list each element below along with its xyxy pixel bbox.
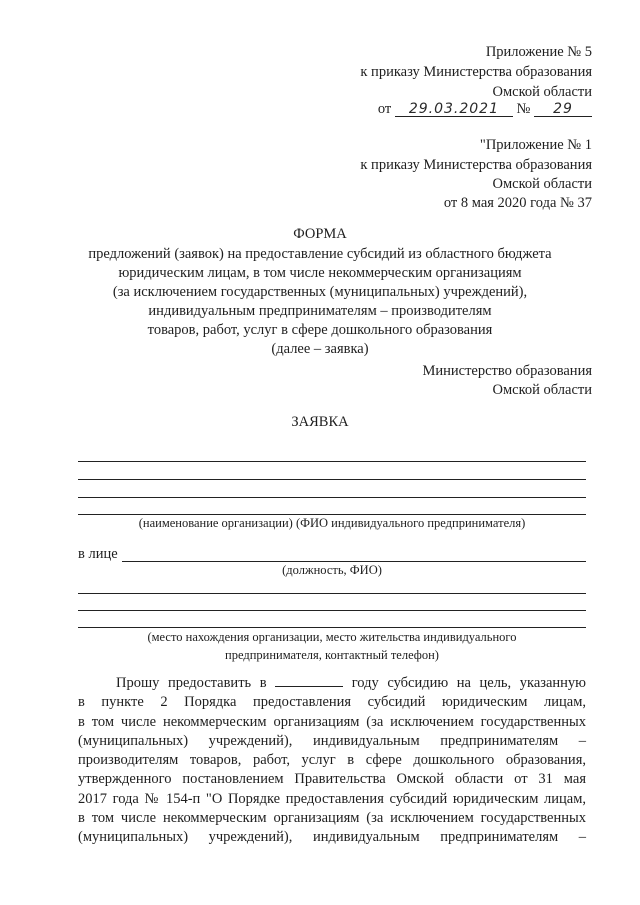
header2-region: Омской области	[492, 176, 592, 192]
body-line: 2017 года № 154-п "О Порядке предоставления субсидий юридическим лицам,	[78, 790, 586, 807]
header2-date-line: от 8 мая 2020 года № 37	[443, 195, 592, 211]
org-name-line	[78, 461, 586, 462]
form-desc-line: товаров, работ, услуг в сфере дошкольного образования	[147, 322, 493, 338]
in-person-line	[122, 561, 586, 562]
form-desc-line: предложений (заявок) на предоставление субсидий из областного бюджета	[88, 246, 552, 262]
org-name-caption: (наименование организации) (ФИО индивидуального предпринимателя)	[138, 516, 526, 530]
request-body-paragraph	[78, 674, 586, 848]
location-caption: (место нахождения организации, место жительства индивидуального	[147, 630, 517, 644]
header-appendix-5: Приложение № 5	[485, 44, 592, 60]
position-caption: (должность, ФИО)	[282, 563, 382, 577]
body-line: утвержденного постановлением Правительства Омской области от 31 мая	[78, 771, 586, 788]
body-line: (муниципальных) учреждений), индивидуальным предпринимателям –	[78, 829, 586, 846]
org-name-line	[78, 479, 586, 480]
form-desc-line: (далее – заявка)	[271, 341, 369, 357]
date-prefix: от	[377, 101, 392, 117]
location-line	[78, 627, 586, 628]
body-line: в том числе некоммерческим организациям (за исключением государственных	[78, 810, 586, 827]
body-line: (муниципальных) учреждений), индивидуальным предпринимателям –	[78, 732, 586, 749]
request-title: ЗАЯВКА	[291, 414, 349, 430]
location-caption: предпринимателя, контактный телефон)	[225, 648, 439, 662]
addressee-line: Министерство образования	[422, 363, 592, 379]
location-line	[78, 610, 586, 611]
form-desc-line: юридическим лицам, в том числе некоммерческим организациям	[118, 265, 522, 281]
header2-to-order: к приказу Министерства образования	[360, 157, 592, 173]
in-person-label: в лице	[78, 546, 118, 562]
header-region: Омской области	[492, 84, 592, 100]
number-prefix: №	[516, 101, 531, 117]
body-line: производителям товаров, работ, услуг в сфере дошкольного образования,	[78, 752, 586, 769]
form-desc-line: (за исключением государственных (муниципальных) учреждений),	[112, 284, 528, 300]
org-name-line	[78, 497, 586, 498]
year-blank	[275, 674, 343, 687]
form-title: ФОРМА	[293, 226, 347, 242]
location-line	[78, 593, 586, 594]
header-date-number-line	[378, 101, 592, 118]
header-to-order: к приказу Министерства образования	[360, 64, 592, 80]
addressee-line: Омской области	[492, 382, 592, 398]
header2-appendix-1: "Приложение № 1	[479, 137, 592, 153]
body-line: в том числе некоммерческим организациям (за исключением государственных	[78, 713, 586, 730]
body-line: Прошу предоставить в году субсидию на цель, указанную	[116, 675, 587, 691]
org-name-line	[78, 514, 586, 515]
body-line: в пункте 2 Порядка предоставления субсидий юридическим лицам,	[78, 694, 586, 711]
form-desc-line: индивидуальным предпринимателям – производителям	[148, 303, 492, 319]
handwritten-date: 29.03.2021	[395, 101, 513, 117]
handwritten-number: 29	[534, 101, 592, 117]
